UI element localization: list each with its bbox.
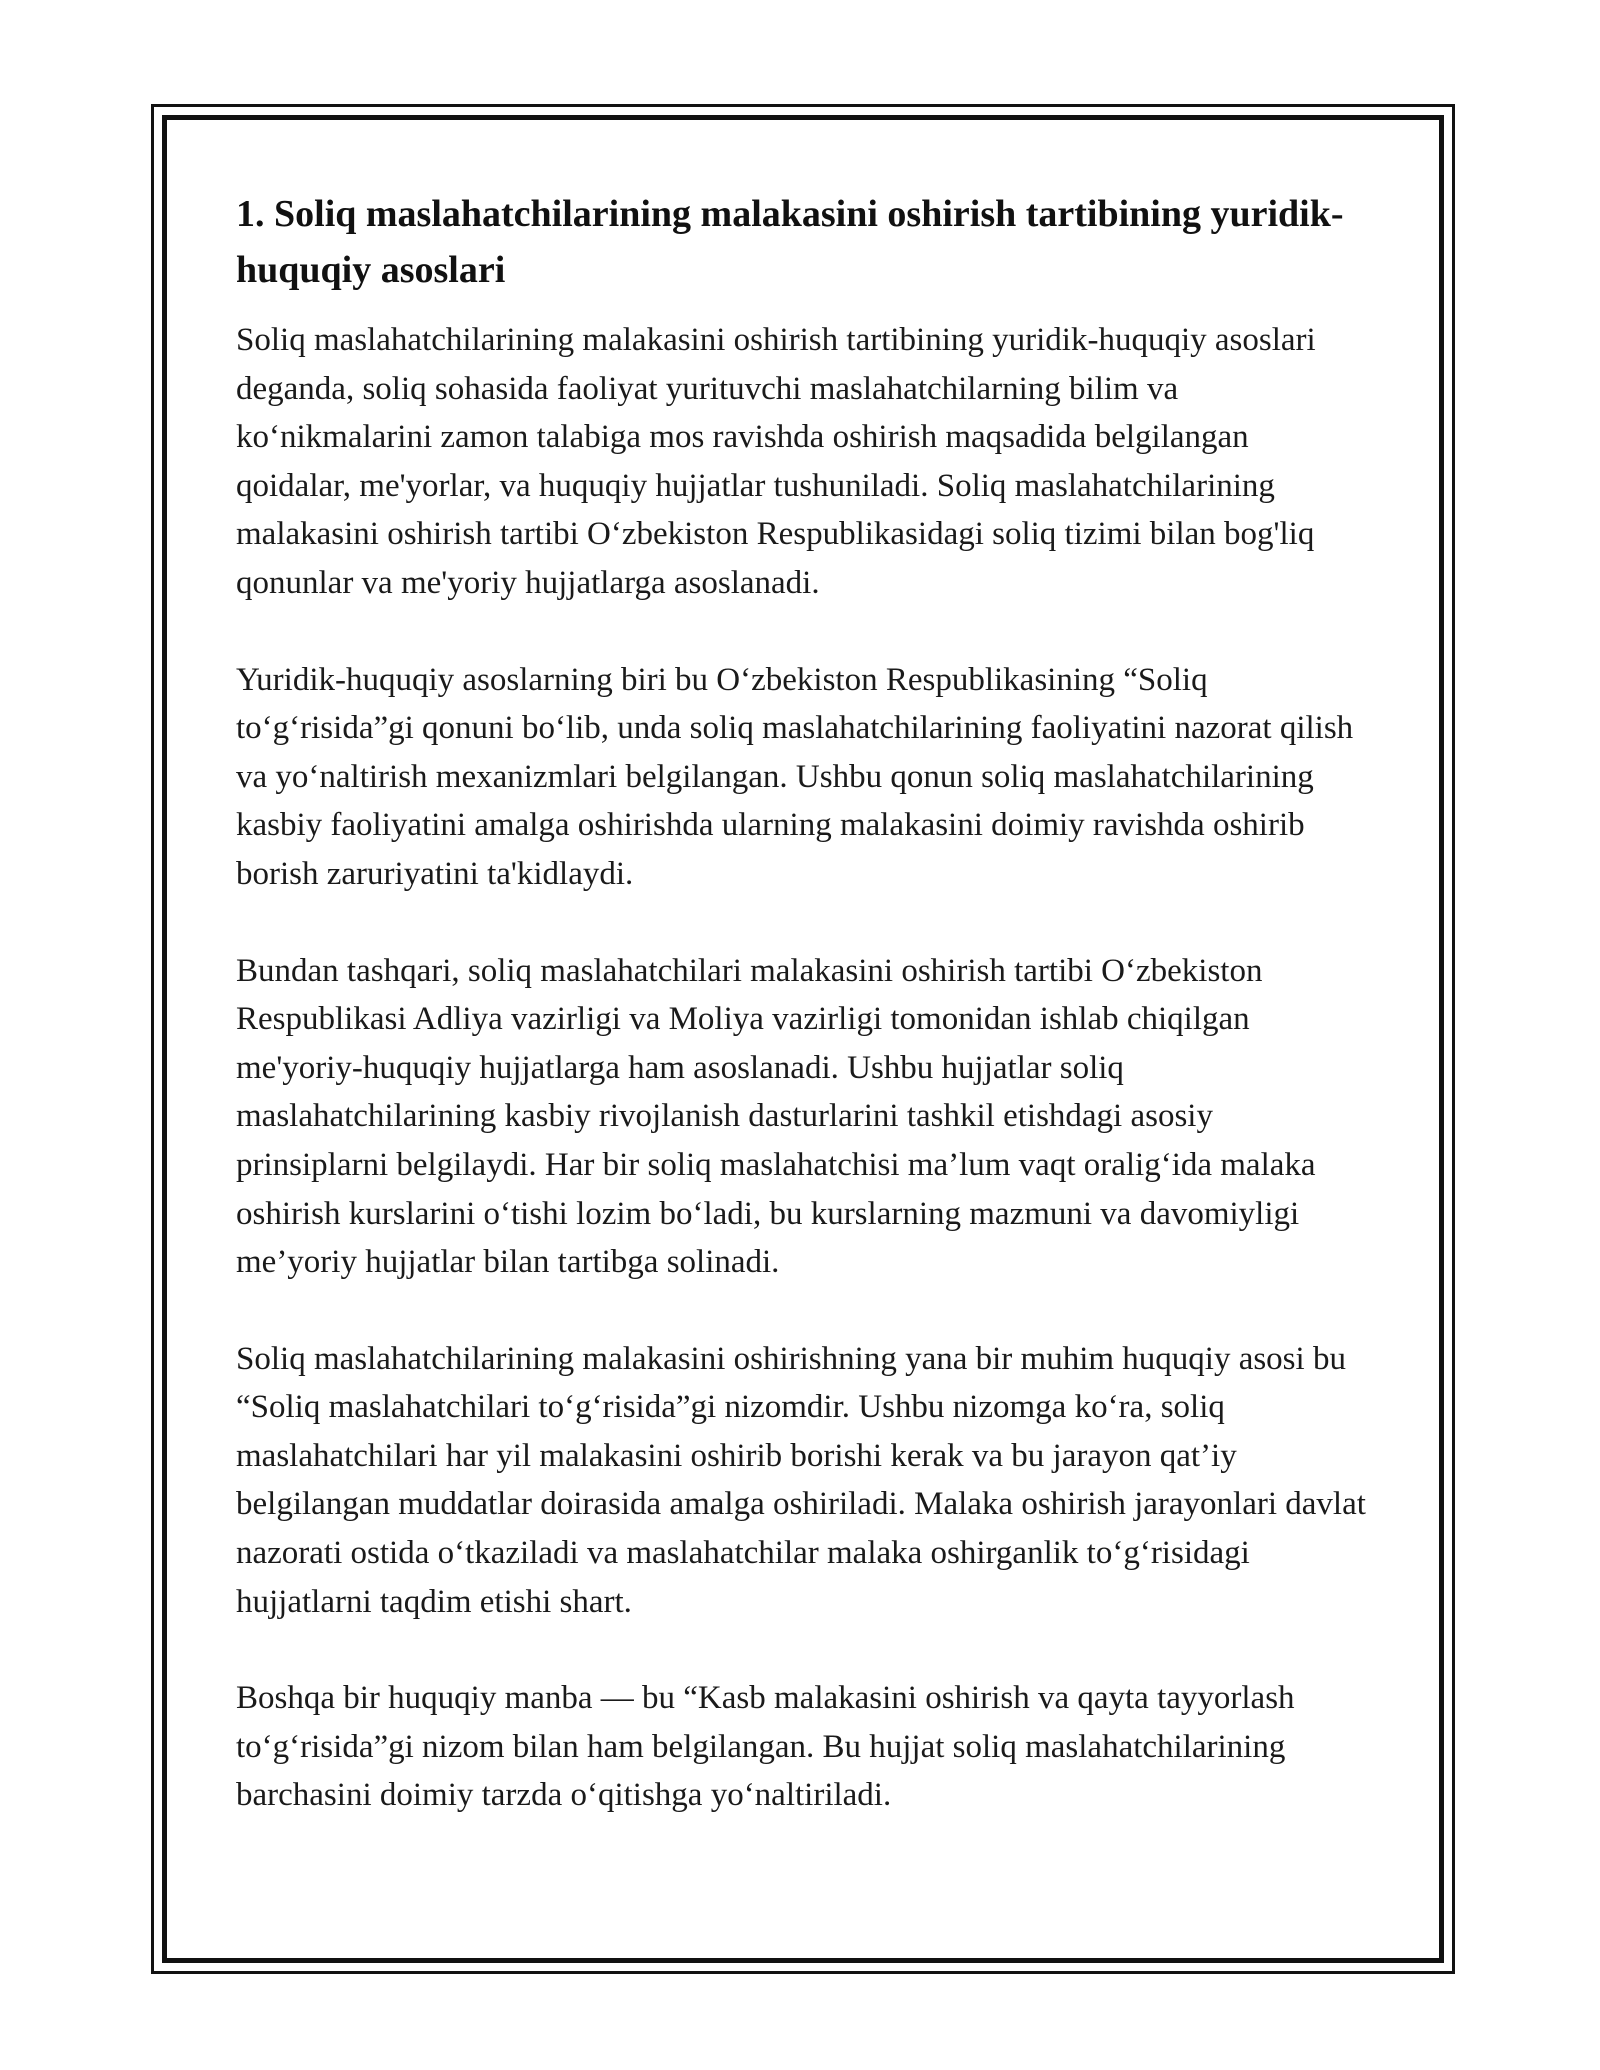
paragraph-5: Boshqa bir huquqiy manba — bu “Kasb malakasini oshirish va qayta tayyorlash toʻgʻrisida”gi nizom bilan ham belgilangan. Bu hujjat soliq maslahatchilarining barchasini doimiy tarzda oʻqitishga yoʻnaltiriladi. <box>236 1680 1295 1814</box>
paragraph-4: Soliq maslahatchilarining malakasini oshirishning yana bir muhim huquqiy asosi bu “Soliq maslahatchilari toʻgʻrisida”gi nizomdir. Ushbu nizomga koʻra, soliq maslahatchilari har yil malakasini oshirib borishi kerak va bu jarayon qat’iy belgilangan muddatlar doirasida amalga oshiriladi. Malaka oshirish jarayonlari davlat nazorati ostida oʻtkaziladi va maslahatchilar malaka oshirganlik toʻgʻrisidagi hujjatlarni taqdim etishi shart. <box>236 1340 1366 1620</box>
paragraph-1: Soliq maslahatchilarining malakasini oshirish tartibining yuridik-huquqiy asoslari deganda, soliq sohasida faoliyat yurituvchi maslahatchilarning bilim va koʻnikmalarini zamon talabiga mos ravishda oshirish maqsadida belgilangan qoidalar, me'yorlar, va huquqiy hujjatlar tushuniladi. Soliq maslahatchilarining malakasini oshirish tartibi Oʻzbekiston Respublikasidagi soliq tizimi bilan bog'liq qonunlar va me'yoriy hujjatlarga asoslanadi. <box>236 322 1316 601</box>
section-heading: 1. Soliq maslahatchilarining malakasini oshirish tartibining yuridik-huquqiy asoslari <box>236 193 1344 291</box>
paragraph-2: Yuridik-huquqiy asoslarning biri bu Oʻzbekiston Respublikasining “Soliq toʻgʻrisida”gi qonuni boʻlib, unda soliq maslahatchilarining faoliyatini nazorat qilish va yoʻnaltirish mexanizmlari belgilangan. Ushbu qonun soliq maslahatchilarining kasbiy faoliyatini amalga oshirishda ularning malakasini doimiy ravishda oshirib borish zaruriyatini ta'kidlaydi. <box>236 661 1354 892</box>
document-body <box>236 186 1366 1820</box>
paragraph-3: Bundan tashqari, soliq maslahatchilari malakasini oshirish tartibi Oʻzbekiston Respublikasi Adliya vazirligi va Moliya vazirligi tomonidan ishlab chiqilgan me'yoriy-huquqiy hujjatlarga ham asoslanadi. Ushbu hujjatlar soliq maslahatchilarining kasbiy rivojlanish dasturlarini tashkil etishdagi asosiy prinsiplarni belgilaydi. Har bir soliq maslahatchisi ma’lum vaqt oraligʻida malaka oshirish kurslarini oʻtishi lozim boʻladi, bu kurslarning mazmuni va davomiyligi me’yoriy hujjatlar bilan tartibga solinadi. <box>236 952 1316 1281</box>
